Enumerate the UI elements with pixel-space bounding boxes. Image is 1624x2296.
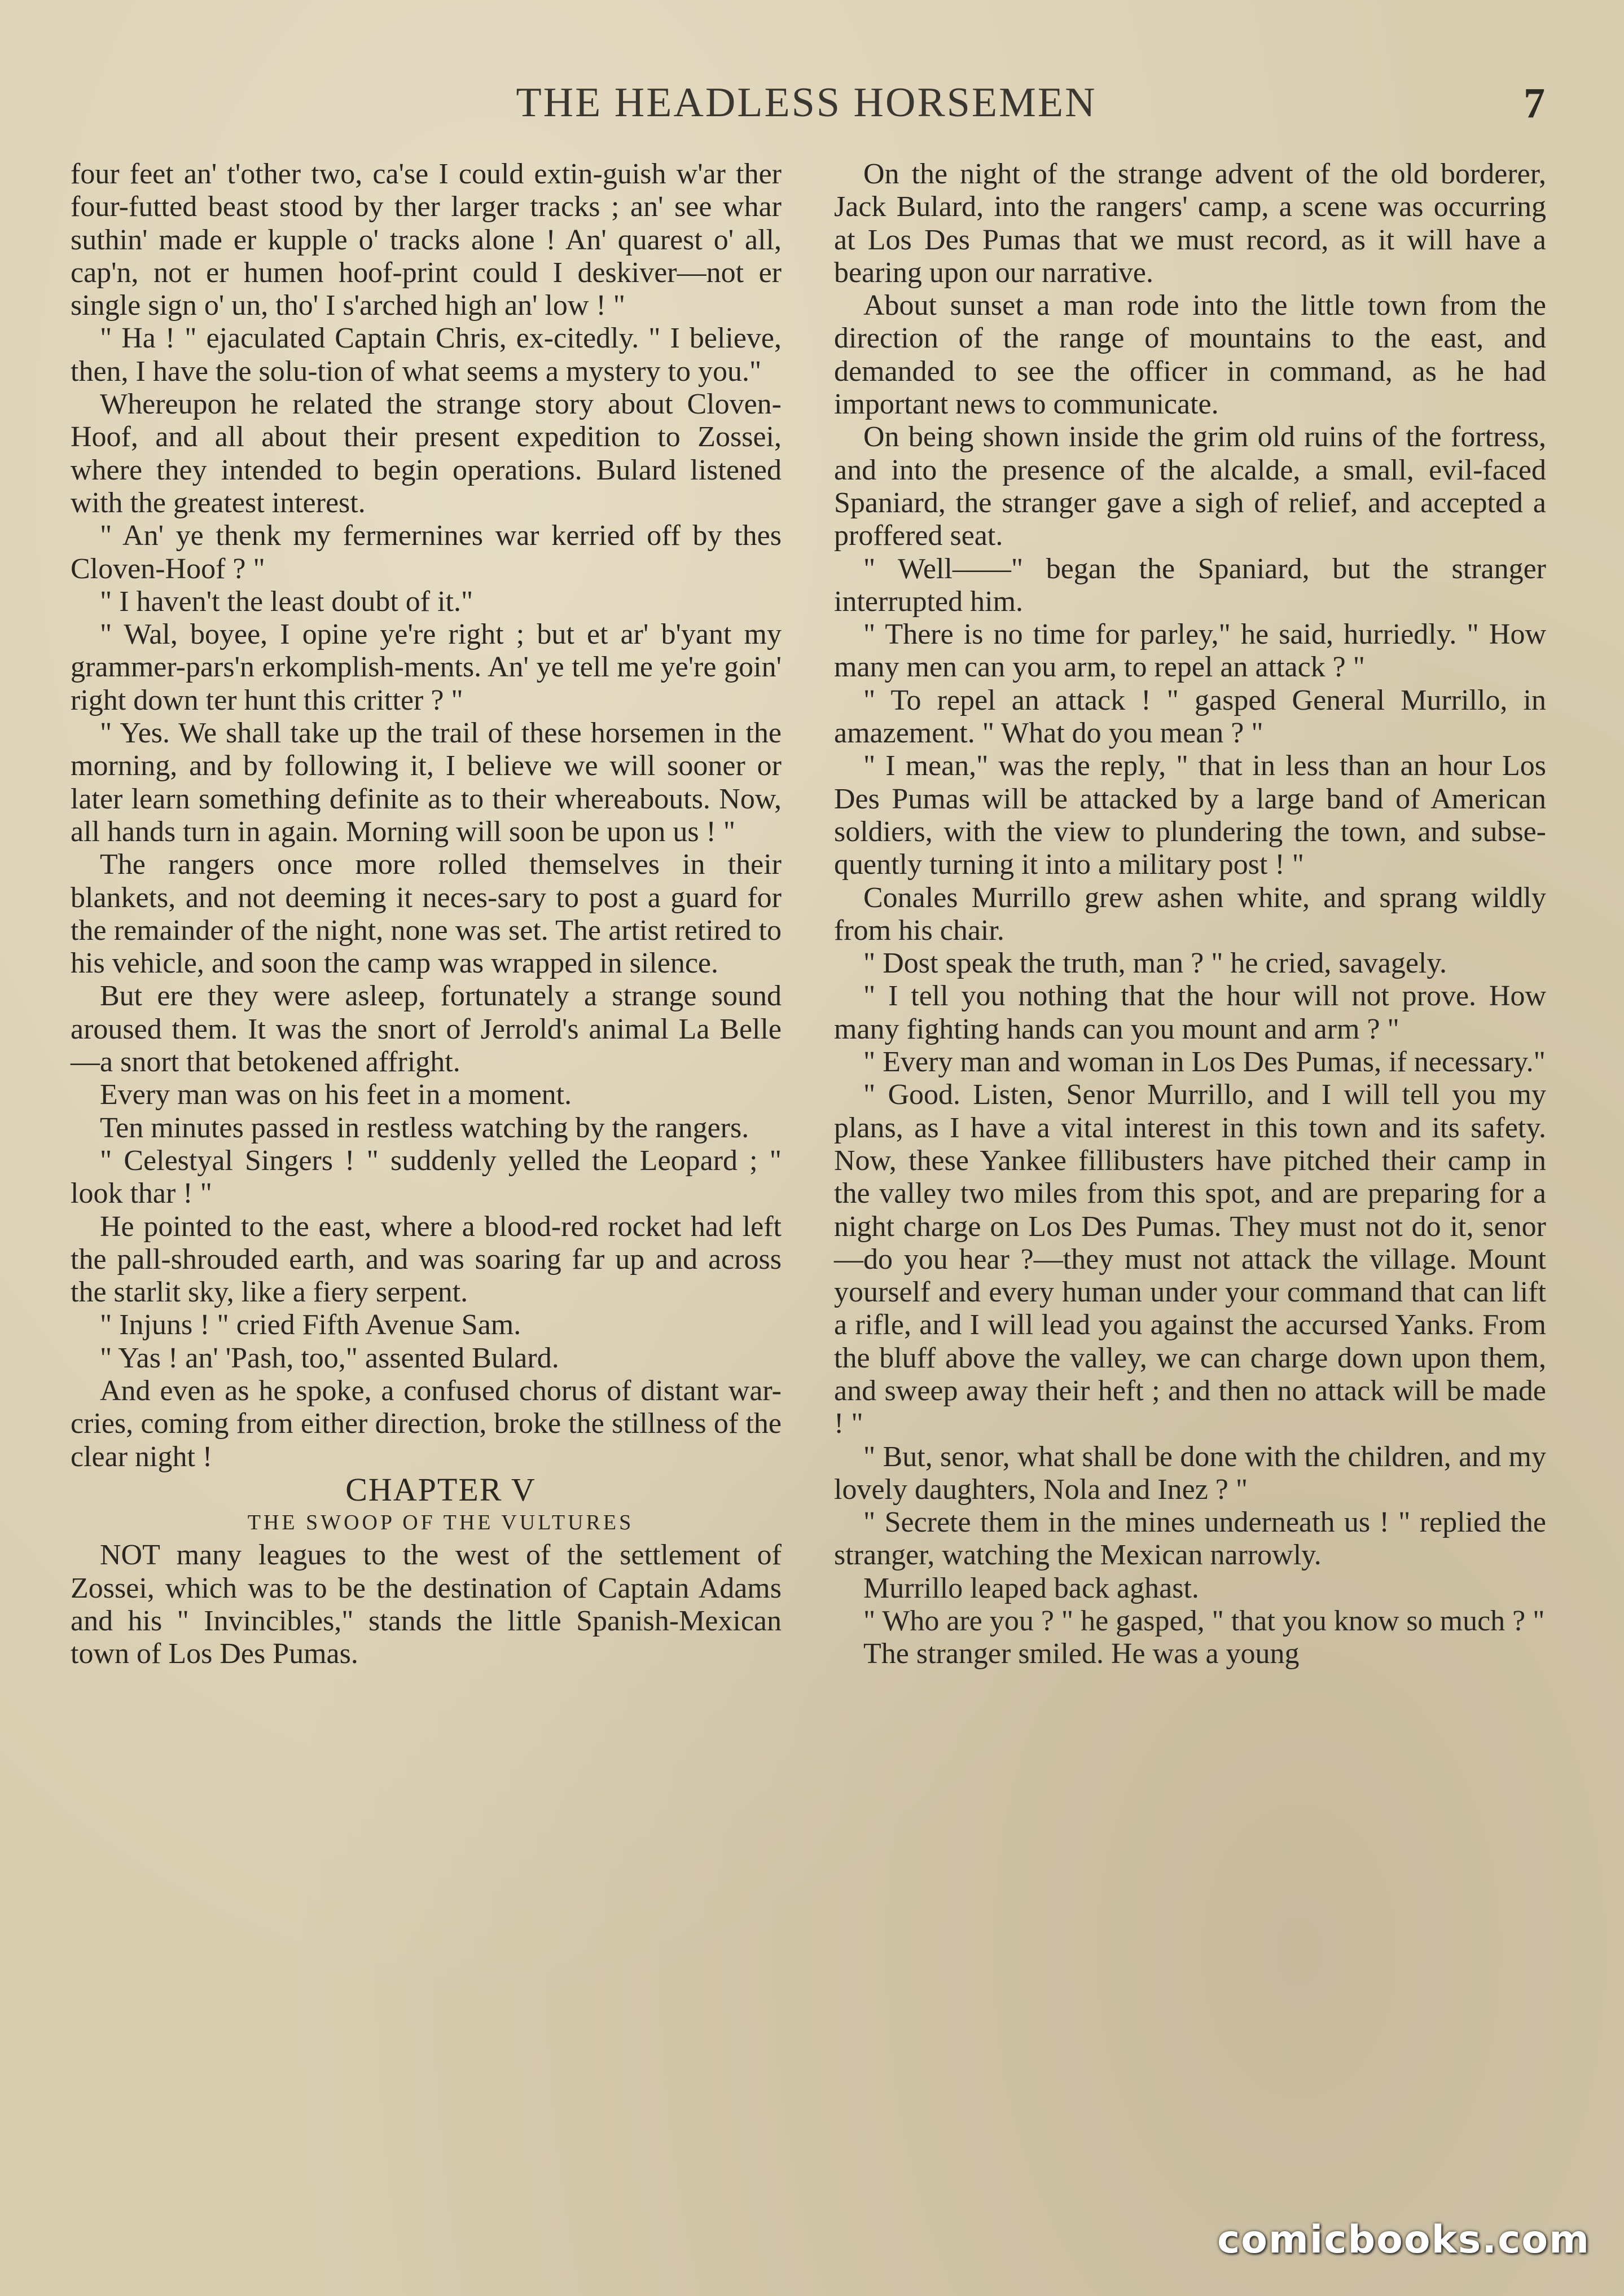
paragraph: " Who are you ? " he gasped, " that you know so much ? " <box>863 1605 1545 1638</box>
paragraph: " There is no time for parley," he said, hurriedly. " How many men can you arm, to repel an attack ? " <box>834 618 1546 684</box>
chapter-subtitle: THE SWOOP OF THE VULTURES <box>247 1511 634 1535</box>
paragraph: On the night of the strange advent of the old borderer, Jack Bulard, into the rangers' camp, a scene was occurring at Los Des Pumas that we must record, as it will have a bearing upon our narrative. <box>834 158 1546 289</box>
paragraph: " Yas ! an' 'Pash, too," assented Bulard. <box>100 1341 559 1374</box>
paragraph: " Yes. We shall take up the trail of these horsemen in the morning, and by following it, I believe we will sooner or later learn something definite as to their whereabouts. Now, all hands turn in again. Morning will soon be upon us ! " <box>71 717 782 848</box>
paragraph: Murrillo leaped back aghast. <box>863 1572 1199 1604</box>
chapter-title: CHAPTER V <box>345 1471 536 1508</box>
running-title: THE HEADLESS HORSEMEN <box>516 80 1097 126</box>
paragraph: But ere they were asleep, fortunately a strange sound aroused them. It was the snort of Jerrold's animal La Belle—a snort that betokened affright. <box>71 980 782 1079</box>
paragraph: About sunset a man rode into the little town from the direction of the range of mountains to the east, and demanded to see the officer in command, as he had important news to communicate. <box>834 289 1546 421</box>
paragraph: " Dost speak the truth, man ? " he cried, savagely. <box>863 947 1447 980</box>
left-column <box>71 158 782 1671</box>
page-number: 7 <box>1524 80 1545 127</box>
chapter-opening-paragraph: NOT many leagues to the west of the settlement of Zossei, which was to be the destination of Captain Adams and his " Invincibles," stands the little Spanish-Mexican town of Los Des Pumas. <box>71 1539 782 1670</box>
paragraph: Conales Murrillo grew ashen white, and sprang wildly from his chair. <box>834 881 1546 947</box>
paragraph: " Well——" began the Spaniard, but the stranger interrupted him. <box>834 552 1546 618</box>
paragraph: four feet an' t'other two, ca'se I could extin-guish w'ar ther four-futted beast stood by ther larger tracks ; an' see whar suthin' made er kupple o' tracks alone ! An' quarest o' all, cap'n, not er humen hoof-print could I deskiver—not er single sign o' un, tho' I s'arched high an' low ! " <box>71 158 782 322</box>
site-watermark: comicbooks.com <box>1217 2218 1590 2262</box>
paragraph: " Celestyal Singers ! " suddenly yelled the Leopard ; " look thar ! " <box>71 1144 782 1210</box>
paragraph: " Injuns ! " cried Fifth Avenue Sam. <box>100 1309 521 1341</box>
right-column <box>834 158 1546 1671</box>
paragraph: " Secrete them in the mines underneath us ! " replied the stranger, watching the Mexican narrowly. <box>834 1506 1546 1572</box>
paragraph: Whereupon he related the strange story about Cloven-Hoof, and all about their present expedition to Zossei, where they intended to begin operations. Bulard listened with the greatest interest. <box>71 388 782 519</box>
paragraph: The rangers once more rolled themselves in their blankets, and not deeming it neces-sary to post a guard for the remainder of the night, none was set. The artist retired to his vehicle, and soon the camp was wrapped in silence. <box>71 848 782 980</box>
paragraph: The stranger smiled. He was a young <box>863 1638 1300 1670</box>
paragraph: " Wal, boyee, I opine ye're right ; but et ar' b'yant my grammer-pars'n erkomplish-ments. An' ye tell me ye're goin' right down ter hunt this critter ? " <box>71 618 782 716</box>
page-header <box>68 79 1545 130</box>
paragraph: On being shown inside the grim old ruins of the fortress, and into the presence of the alcalde, a small, evil-faced Spaniard, the stranger gave a sigh of relief, and accepted a proffered seat. <box>834 421 1546 552</box>
paragraph: He pointed to the east, where a blood-red rocket had left the pall-shrouded earth, and was soaring far up and across the starlit sky, like a fiery serpent. <box>71 1210 782 1309</box>
paragraph: " But, senor, what shall be done with the children, and my lovely daughters, Nola and Inez ? " <box>834 1440 1546 1506</box>
paragraph: " I mean," was the reply, " that in less than an hour Los Des Pumas will be attacked by a large band of American soldiers, with the view to plundering the town, and subse-quently turning it into a military post ! " <box>834 750 1546 881</box>
paragraph: " Good. Listen, Senor Murrillo, and I will tell you my plans, as I have a vital interest in this town and its safety. Now, these Yankee fillibusters have pitched their camp in the valley two miles from this spot, and are preparing for a night charge on Los Des Pumas. They must not do it, senor—do you hear ?—they must not attack the village. Mount yourself and every human under your command that can lift a rifle, and I will lead you against the accursed Yanks. From the bluff above the valley, we can charge down upon them, and sweep away their heft ; and then no attack will be made ! " <box>834 1079 1546 1440</box>
paragraph: And even as he spoke, a confused chorus of distant war-cries, coming from either direction, broke the stillness of the clear night ! <box>71 1374 782 1473</box>
paragraph: Every man was on his feet in a moment. <box>100 1079 572 1111</box>
paragraph: " I haven't the least doubt of it." <box>100 585 473 618</box>
paragraph: " An' ye thenk my fermernines war kerried off by thes Cloven-Hoof ? " <box>71 520 782 585</box>
paragraph: " To repel an attack ! " gasped General Murrillo, in amazement. " What do you mean ? " <box>834 684 1546 750</box>
paragraph: Ten minutes passed in restless watching by the rangers. <box>100 1111 749 1144</box>
paragraph: " I tell you nothing that the hour will not prove. How many fighting hands can you mount and arm ? " <box>834 980 1546 1045</box>
paragraph: " Every man and woman in Los Des Pumas, if necessary." <box>863 1046 1546 1079</box>
paragraph: " Ha ! " ejaculated Captain Chris, ex-citedly. " I believe, then, I have the solu-tion of what seems a mystery to you." <box>71 322 782 388</box>
